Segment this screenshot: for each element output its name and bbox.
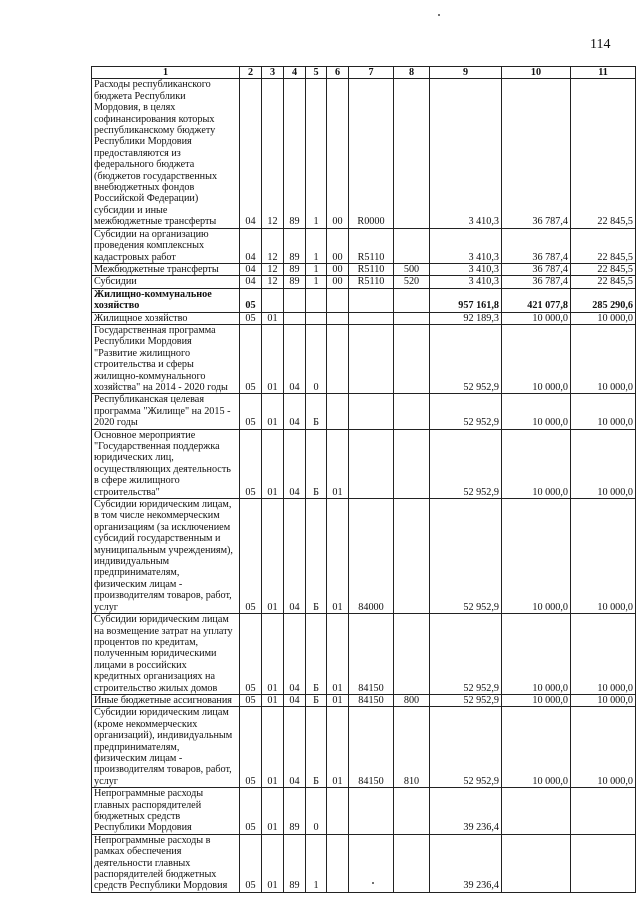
cell-col-6: 00: [327, 79, 349, 228]
cell-col-3: 01: [262, 614, 284, 695]
cell-col-7: [349, 429, 394, 498]
cell-col-10: 36 787,4: [502, 79, 571, 228]
cell-col-9: 39 236,4: [430, 788, 502, 835]
cell-col-6: 00: [327, 263, 349, 275]
cell-col-6: [327, 324, 349, 393]
cell-col-10: 10 000,0: [502, 312, 571, 324]
cell-col-5: 1: [306, 276, 327, 288]
cell-col-2: 05: [240, 394, 262, 429]
row-name: Жилищное хозяйство: [92, 312, 240, 324]
cell-col-8: 800: [394, 694, 430, 706]
table-row: [92, 394, 636, 429]
cell-col-10: 10 000,0: [502, 694, 571, 706]
cell-col-3: 01: [262, 707, 284, 788]
cell-col-11: 10 000,0: [571, 499, 636, 614]
cell-col-2: 05: [240, 788, 262, 835]
cell-col-6: [327, 394, 349, 429]
cell-col-9: 3 410,3: [430, 263, 502, 275]
col-header-11: 11: [571, 67, 636, 79]
cell-col-8: [394, 788, 430, 835]
cell-col-11: 10 000,0: [571, 707, 636, 788]
cell-col-6: 00: [327, 228, 349, 263]
table-row: [92, 429, 636, 498]
cell-col-9: 52 952,9: [430, 694, 502, 706]
cell-col-9: 52 952,9: [430, 429, 502, 498]
col-header-8: 8: [394, 67, 430, 79]
cell-col-10: 36 787,4: [502, 263, 571, 275]
cell-col-9: 52 952,9: [430, 499, 502, 614]
cell-col-7: 84000: [349, 499, 394, 614]
cell-col-6: 01: [327, 429, 349, 498]
cell-col-6: [327, 288, 349, 312]
cell-col-10: 10 000,0: [502, 394, 571, 429]
cell-col-6: [327, 312, 349, 324]
cell-col-6: 01: [327, 499, 349, 614]
cell-col-4: 89: [284, 834, 306, 892]
cell-col-11: 22 845,5: [571, 228, 636, 263]
cell-col-2: 05: [240, 707, 262, 788]
cell-col-9: 39 236,4: [430, 834, 502, 892]
cell-col-10: 10 000,0: [502, 707, 571, 788]
scan-dot: [372, 882, 374, 884]
cell-col-11: 285 290,6: [571, 288, 636, 312]
cell-col-11: 22 845,5: [571, 79, 636, 228]
cell-col-3: 01: [262, 394, 284, 429]
cell-col-3: 12: [262, 228, 284, 263]
cell-col-5: 1: [306, 263, 327, 275]
cell-col-4: 89: [284, 788, 306, 835]
cell-col-4: [284, 312, 306, 324]
cell-col-2: 04: [240, 276, 262, 288]
cell-col-4: [284, 288, 306, 312]
cell-col-11: 10 000,0: [571, 312, 636, 324]
cell-col-4: 89: [284, 276, 306, 288]
cell-col-7: [349, 288, 394, 312]
cell-col-9: 52 952,9: [430, 394, 502, 429]
cell-col-5: Б: [306, 429, 327, 498]
row-name: Субсидии юридическим лицам, в том числе некоммерческим организациям (за исключением субсидий государственным и муниципальным учреждениям), индивидуальным предпринимателям, физическим лицам - производителям товаров, работ, услуг: [92, 499, 240, 614]
cell-col-6: 01: [327, 614, 349, 695]
cell-col-3: 01: [262, 834, 284, 892]
cell-col-2: 05: [240, 312, 262, 324]
table-row: [92, 312, 636, 324]
cell-col-10: 10 000,0: [502, 499, 571, 614]
table-row: [92, 694, 636, 706]
col-header-4: 4: [284, 67, 306, 79]
cell-col-7: [349, 312, 394, 324]
cell-col-11: 10 000,0: [571, 324, 636, 393]
table-row: [92, 288, 636, 312]
cell-col-3: 12: [262, 263, 284, 275]
cell-col-9: 3 410,3: [430, 79, 502, 228]
cell-col-2: 05: [240, 499, 262, 614]
cell-col-9: 52 952,9: [430, 707, 502, 788]
cell-col-5: [306, 312, 327, 324]
cell-col-8: [394, 394, 430, 429]
header-row: [92, 67, 636, 79]
cell-col-5: 0: [306, 788, 327, 835]
row-name: Расходы республиканского бюджета Республики Мордовия, в целях софинансирования которых республиканскому бюджету Республики Мордовия предоставляются из федерального бюджета (бюджетов государственных внебюджетных фондов Российской Федерации) субсидии и иные межбюджетные трансферты: [92, 79, 240, 228]
cell-col-8: [394, 429, 430, 498]
cell-col-7: R5110: [349, 228, 394, 263]
cell-col-9: 52 952,9: [430, 324, 502, 393]
cell-col-7: [349, 834, 394, 892]
cell-col-8: [394, 312, 430, 324]
cell-col-10: [502, 788, 571, 835]
cell-col-9: 52 952,9: [430, 614, 502, 695]
cell-col-2: 05: [240, 834, 262, 892]
cell-col-4: 89: [284, 263, 306, 275]
scan-dot: [438, 14, 440, 16]
cell-col-4: 04: [284, 324, 306, 393]
cell-col-7: R0000: [349, 79, 394, 228]
cell-col-6: [327, 834, 349, 892]
col-header-2: 2: [240, 67, 262, 79]
cell-col-11: 10 000,0: [571, 614, 636, 695]
cell-col-7: R5110: [349, 263, 394, 275]
row-name: Субсидии на организацию проведения комплексных кадастровых работ: [92, 228, 240, 263]
cell-col-4: 89: [284, 79, 306, 228]
budget-table: [91, 66, 636, 893]
col-header-5: 5: [306, 67, 327, 79]
row-name: Непрограммные расходы главных распорядителей бюджетных средств Республики Мордовия: [92, 788, 240, 835]
cell-col-5: 1: [306, 834, 327, 892]
table-row: [92, 324, 636, 393]
cell-col-3: 12: [262, 79, 284, 228]
cell-col-2: 04: [240, 263, 262, 275]
cell-col-7: [349, 324, 394, 393]
col-header-6: 6: [327, 67, 349, 79]
cell-col-7: 84150: [349, 694, 394, 706]
cell-col-7: 84150: [349, 614, 394, 695]
cell-col-3: [262, 288, 284, 312]
cell-col-5: Б: [306, 614, 327, 695]
cell-col-2: 05: [240, 429, 262, 498]
cell-col-3: 01: [262, 499, 284, 614]
cell-col-2: 05: [240, 288, 262, 312]
cell-col-3: 01: [262, 694, 284, 706]
table-row: [92, 276, 636, 288]
cell-col-10: 36 787,4: [502, 228, 571, 263]
table-row: [92, 228, 636, 263]
cell-col-4: 89: [284, 228, 306, 263]
row-name: Республиканская целевая программа "Жилище" на 2015 - 2020 годы: [92, 394, 240, 429]
cell-col-5: Б: [306, 499, 327, 614]
cell-col-8: [394, 79, 430, 228]
cell-col-5: Б: [306, 394, 327, 429]
cell-col-5: Б: [306, 707, 327, 788]
cell-col-9: 957 161,8: [430, 288, 502, 312]
cell-col-8: 500: [394, 263, 430, 275]
cell-col-11: 22 845,5: [571, 263, 636, 275]
cell-col-8: [394, 834, 430, 892]
cell-col-11: [571, 788, 636, 835]
cell-col-3: 12: [262, 276, 284, 288]
cell-col-3: 01: [262, 429, 284, 498]
col-header-7: 7: [349, 67, 394, 79]
col-header-9: 9: [430, 67, 502, 79]
cell-col-2: 04: [240, 228, 262, 263]
cell-col-11: 10 000,0: [571, 429, 636, 498]
row-name: Субсидии юридическим лицам на возмещение затрат на уплату процентов по кредитам, полученным юридическими лицами в российских кредитных организациях на строительство жилых домов: [92, 614, 240, 695]
cell-col-10: 36 787,4: [502, 276, 571, 288]
table-row: [92, 614, 636, 695]
table-row: [92, 788, 636, 835]
page-number: 114: [590, 37, 611, 52]
col-header-10: 10: [502, 67, 571, 79]
cell-col-7: [349, 788, 394, 835]
cell-col-11: 10 000,0: [571, 694, 636, 706]
cell-col-10: 421 077,8: [502, 288, 571, 312]
row-name: Межбюджетные трансферты: [92, 263, 240, 275]
row-name: Жилищно-коммунальное хозяйство: [92, 288, 240, 312]
cell-col-10: 10 000,0: [502, 429, 571, 498]
cell-col-2: 05: [240, 694, 262, 706]
cell-col-6: 01: [327, 707, 349, 788]
table-row: [92, 79, 636, 228]
cell-col-10: 10 000,0: [502, 324, 571, 393]
cell-col-3: 01: [262, 324, 284, 393]
cell-col-7: R5110: [349, 276, 394, 288]
cell-col-8: [394, 288, 430, 312]
cell-col-5: 1: [306, 228, 327, 263]
cell-col-9: 92 189,3: [430, 312, 502, 324]
row-name: Основное мероприятие "Государственная поддержка юридических лиц, осуществляющих деятельность в сфере жилищного строительства": [92, 429, 240, 498]
cell-col-3: 01: [262, 788, 284, 835]
cell-col-6: 00: [327, 276, 349, 288]
cell-col-11: [571, 834, 636, 892]
cell-col-10: 10 000,0: [502, 614, 571, 695]
cell-col-11: 22 845,5: [571, 276, 636, 288]
cell-col-7: [349, 394, 394, 429]
cell-col-10: [502, 834, 571, 892]
col-header-3: 3: [262, 67, 284, 79]
cell-col-9: 3 410,3: [430, 276, 502, 288]
cell-col-3: 01: [262, 312, 284, 324]
cell-col-2: 05: [240, 614, 262, 695]
row-name: Субсидии юридическим лицам (кроме некоммерческих организаций), индивидуальным предпринимателям, физическим лицам - производителям товаров, работ, услуг: [92, 707, 240, 788]
table-row: [92, 499, 636, 614]
cell-col-2: 04: [240, 79, 262, 228]
table-row: [92, 834, 636, 892]
cell-col-4: 04: [284, 614, 306, 695]
cell-col-6: 01: [327, 694, 349, 706]
cell-col-8: 520: [394, 276, 430, 288]
cell-col-4: 04: [284, 499, 306, 614]
cell-col-5: Б: [306, 694, 327, 706]
cell-col-4: 04: [284, 694, 306, 706]
row-name: Субсидии: [92, 276, 240, 288]
cell-col-8: 810: [394, 707, 430, 788]
cell-col-5: 0: [306, 324, 327, 393]
cell-col-2: 05: [240, 324, 262, 393]
cell-col-6: [327, 788, 349, 835]
cell-col-9: 3 410,3: [430, 228, 502, 263]
cell-col-11: 10 000,0: [571, 394, 636, 429]
cell-col-8: [394, 614, 430, 695]
table-row: [92, 263, 636, 275]
cell-col-7: 84150: [349, 707, 394, 788]
cell-col-4: 04: [284, 394, 306, 429]
col-header-1: 1: [92, 67, 240, 79]
cell-col-4: 04: [284, 429, 306, 498]
row-name: Иные бюджетные ассигнования: [92, 694, 240, 706]
row-name: Государственная программа Республики Мордовия "Развитие жилищного строительства и сферы жилищно-коммунального хозяйства" на 2014 - 2020 годы: [92, 324, 240, 393]
row-name: Непрограммные расходы в рамках обеспечения деятельности главных распорядителей бюджетных средств Республики Мордовия: [92, 834, 240, 892]
table-row: [92, 707, 636, 788]
cell-col-8: [394, 228, 430, 263]
cell-col-5: 1: [306, 79, 327, 228]
cell-col-8: [394, 499, 430, 614]
cell-col-8: [394, 324, 430, 393]
cell-col-5: [306, 288, 327, 312]
cell-col-4: 04: [284, 707, 306, 788]
